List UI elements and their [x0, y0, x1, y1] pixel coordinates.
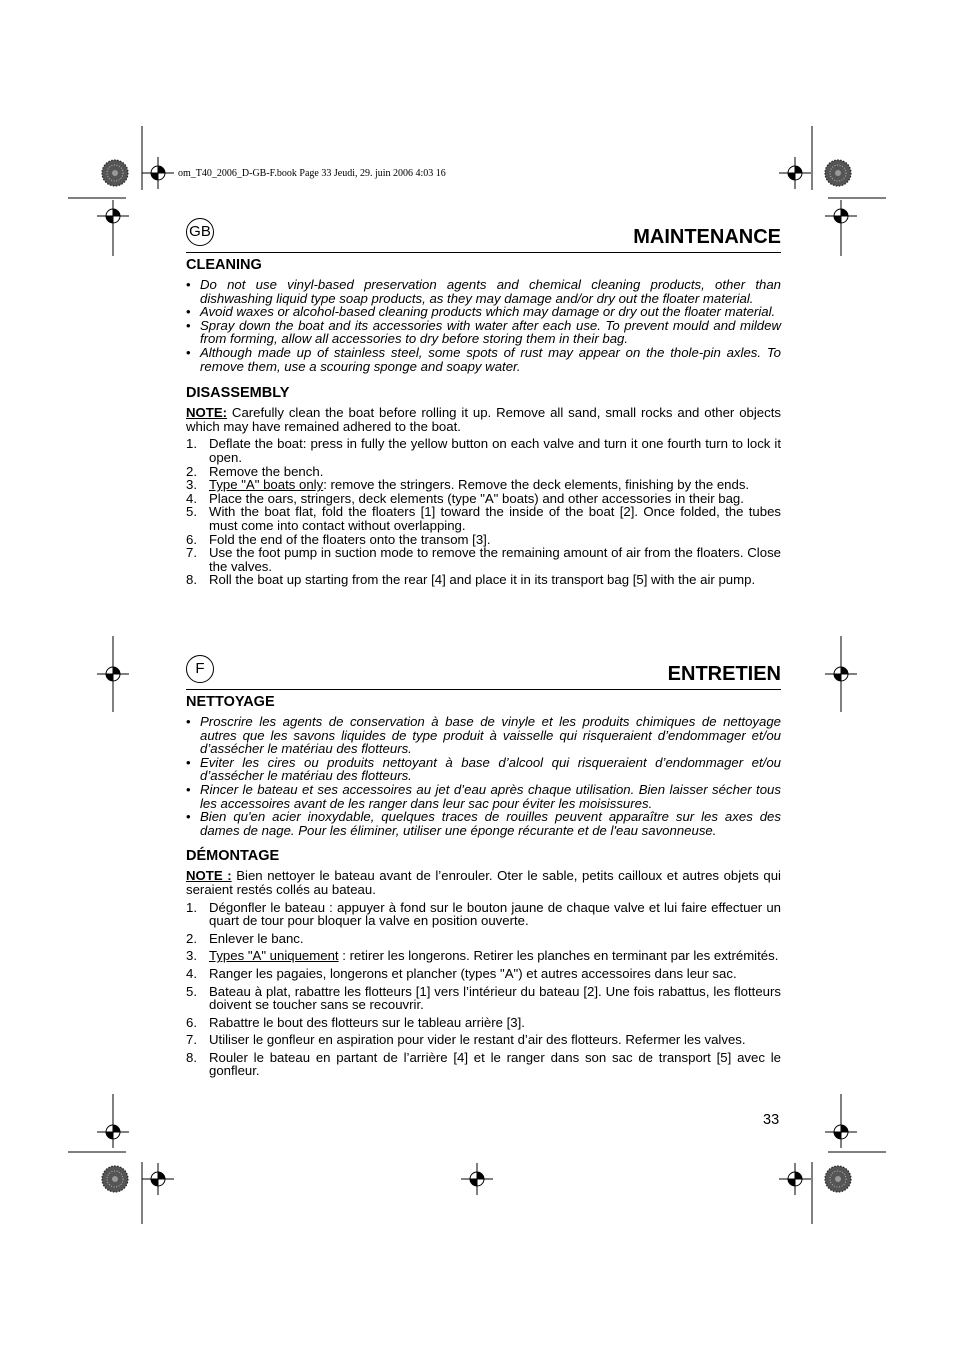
step-number: 2.	[186, 930, 197, 946]
step-text: Utiliser le gonfleur en aspiration pour vider le restant d’air des flotteurs. Refermer les valves.	[209, 1032, 746, 1048]
list-item	[186, 546, 781, 573]
step-number: 4.	[186, 965, 197, 981]
step-number: 5.	[186, 983, 197, 999]
note-text: Carefully clean the boat before rolling it up. Remove all sand, small rocks and other objects which may have remained adhered to the boat.	[186, 405, 781, 434]
list-item: • Spray down the boat and its accessories with water after each use. To prevent mould and mildew from forming, allow all accessories to dry before storing them in their bag.	[186, 319, 781, 346]
section-title: ENTRETIEN	[667, 663, 781, 685]
list-item: • Proscrire les agents de conservation à base de vinyle et les produits chimiques de nettoyage autres que les savons liquides de type produit à vaisselle qui risqueraient d’endommager et/ou d’assécher le matériau des flotteurs.	[186, 715, 781, 756]
list-item	[186, 437, 781, 464]
step-text: Ranger les pagaies, longerons et plancher (types "A") et autres accessoires dans leur sac.	[209, 965, 737, 981]
list-item	[186, 932, 781, 946]
color-target-top-right	[825, 160, 851, 186]
color-target-bottom-left	[102, 1166, 128, 1192]
step-text: Deflate the boat: press in fully the yellow button on each valve and turn it one fourth turn to lock it open.	[209, 436, 781, 465]
list-item	[186, 901, 781, 928]
list-item: • Do not use vinyl-based preservation agents and chemical cleaning products, other than dishwashing liquid type soap products, as they may damage and/or dry out the floater material.	[186, 278, 781, 305]
step-number: 7.	[186, 545, 197, 561]
section-header	[186, 218, 781, 253]
step-label: Types "A" uniquement	[209, 948, 339, 964]
list-item	[186, 465, 781, 479]
color-target-top-left	[102, 160, 128, 186]
step-number: 4.	[186, 490, 197, 506]
list-item	[186, 1033, 781, 1047]
file-header: om_T40_2006_D-GB-F.book Page 33 Jeudi, 29. juin 2006 4:03 16	[178, 168, 446, 179]
note-label: NOTE :	[186, 868, 232, 884]
list-item	[186, 1051, 781, 1078]
note-text: Bien nettoyer le bateau avant de l’enrouler. Oter le sable, petits cailloux et autres objets qui seraient restés collés au bateau.	[186, 868, 781, 897]
note-paragraph	[186, 869, 781, 896]
list-item	[186, 533, 781, 547]
step-number: 3.	[186, 477, 197, 493]
list-item: • Avoid waxes or alcohol-based cleaning products which may damage or dry out the floater material.	[186, 305, 781, 319]
list-item	[186, 949, 781, 963]
page-number: 33	[763, 1112, 780, 1128]
list-item	[186, 478, 781, 492]
step-text: Bateau à plat, rabattre les flotteurs [1] vers l’intérieur du bateau [2]. Une fois rabattus, les flotteurs doivent se toucher sans se recouvrir.	[209, 983, 781, 1013]
list-item	[186, 492, 781, 506]
list-item: • Eviter les cires ou produits nettoyant à base d’alcool qui risqueraient d’endommager et/ou d’assécher le matériau des flotteurs.	[186, 756, 781, 783]
step-text: : retirer les longerons. Retirer les planches en terminant par les extrémités.	[338, 948, 779, 964]
step-number: 3.	[186, 948, 197, 964]
step-text: Roll the boat up starting from the rear [4] and place it in its transport bag [5] with the air pump.	[209, 572, 756, 588]
note-paragraph	[186, 406, 781, 433]
list-item	[186, 505, 781, 532]
list-item: • Rincer le bateau et ses accessoires au jet d’eau après chaque utilisation. Bien laisser sécher tous les accessoires avant de les ranger dans leur sac pour éviter les moisissures.	[186, 783, 781, 810]
step-number: 8.	[186, 1049, 197, 1065]
section-title: MAINTENANCE	[633, 226, 781, 248]
list-item: • Bien qu'en acier inoxydable, quelques traces de rouilles peuvent apparaître sur les axes des dames de nage. Pour les éliminer, utiliser une éponge récurante et de l'eau savonneuse.	[186, 810, 781, 837]
step-text: : remove the stringers. Remove the deck elements, finishing by the ends.	[323, 477, 750, 493]
step-number: 1.	[186, 899, 197, 915]
disassembly-heading: DISASSEMBLY	[186, 385, 290, 402]
step-label: Type "A" boats only	[209, 477, 324, 493]
lang-badge-f: F	[186, 655, 214, 683]
step-number: 7.	[186, 1032, 197, 1048]
list-item	[186, 573, 781, 587]
nettoyage-list	[186, 715, 781, 837]
color-target-bottom-right	[825, 1166, 851, 1192]
fr-section	[186, 655, 781, 1078]
gb-section	[186, 218, 781, 587]
disassembly-steps	[186, 437, 781, 587]
step-number: 1.	[186, 436, 197, 452]
step-number: 8.	[186, 572, 197, 588]
lang-badge-gb: GB	[186, 218, 214, 246]
demontage-heading: DÉMONTAGE	[186, 848, 280, 865]
step-number: 5.	[186, 504, 197, 520]
step-text: Enlever le banc.	[209, 930, 304, 946]
step-text: Remove the bench.	[209, 463, 324, 479]
section-header	[186, 655, 781, 690]
nettoyage-heading: NETTOYAGE	[186, 694, 275, 710]
cleaning-list	[186, 278, 781, 373]
cleaning-heading: CLEANING	[186, 257, 262, 273]
step-text: With the boat flat, fold the floaters [1] toward the inside of the boat [2]. Once folded, the tubes must come into contact without overlapping.	[209, 504, 781, 533]
step-number: 6.	[186, 1014, 197, 1030]
step-text: Fold the end of the floaters onto the transom [3].	[209, 531, 491, 547]
note-label: NOTE:	[186, 405, 228, 421]
step-number: 2.	[186, 463, 197, 479]
step-number: 6.	[186, 531, 197, 547]
step-text: Rouler le bateau en partant de l’arrière [4] et le ranger dans son sac de transport [5] avec le gonfleur.	[209, 1049, 781, 1079]
step-text: Dégonfler le bateau : appuyer à fond sur le bouton jaune de chaque valve et lui faire effectuer un quart de tour pour bloquer la valve en position ouverte.	[209, 899, 781, 929]
list-item: • Although made up of stainless steel, some spots of rust may appear on the thole-pin axles. To remove them, use a scouring sponge and soapy water.	[186, 346, 781, 373]
step-text: Rabattre le bout des flotteurs sur le tableau arrière [3].	[209, 1014, 525, 1030]
step-text: Use the foot pump in suction mode to remove the remaining amount of air from the floaters. Close the valves.	[209, 545, 781, 574]
list-item	[186, 967, 781, 981]
list-item	[186, 1016, 781, 1030]
list-item	[186, 985, 781, 1012]
demontage-steps	[186, 901, 781, 1079]
step-text: Place the oars, stringers, deck elements (type "A" boats) and other accessories in their bag.	[209, 490, 744, 506]
